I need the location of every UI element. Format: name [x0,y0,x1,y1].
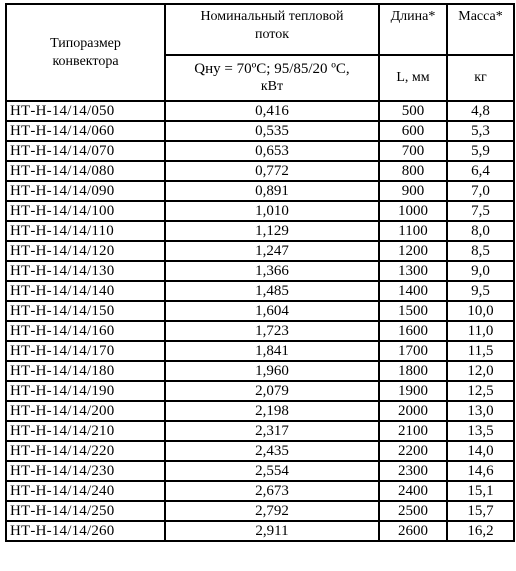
cell-mass: 7,0 [447,181,514,201]
table-body [6,101,514,541]
cell-power: 2,673 [165,481,379,501]
cell-power: 2,435 [165,441,379,461]
header-mass-unit: кг [447,55,514,101]
cell-length: 500 [379,101,447,121]
cell-mass: 5,3 [447,121,514,141]
header-power-cond-line1: Qну = 70ºС; 95/85/20 ºС, [194,61,350,77]
cell-power: 1,723 [165,321,379,341]
cell-length: 1400 [379,281,447,301]
cell-power: 2,554 [165,461,379,481]
cell-model: НТ-Н-14/14/150 [6,301,165,321]
cell-power: 1,485 [165,281,379,301]
table-row [6,161,514,181]
cell-model: НТ-Н-14/14/130 [6,261,165,281]
cell-model: НТ-Н-14/14/210 [6,421,165,441]
cell-length: 1100 [379,221,447,241]
cell-length: 600 [379,121,447,141]
cell-mass: 4,8 [447,101,514,121]
table-row [6,241,514,261]
cell-mass: 6,4 [447,161,514,181]
header-length: Длина* [379,4,447,55]
table-row [6,341,514,361]
cell-model: НТ-Н-14/14/050 [6,101,165,121]
cell-mass: 11,5 [447,341,514,361]
table-row [6,441,514,461]
cell-model: НТ-Н-14/14/160 [6,321,165,341]
cell-power: 2,198 [165,401,379,421]
convector-spec-table [5,3,515,542]
cell-model: НТ-Н-14/14/090 [6,181,165,201]
table-row [6,361,514,381]
cell-length: 2400 [379,481,447,501]
cell-power: 0,891 [165,181,379,201]
table-row [6,421,514,441]
cell-model: НТ-Н-14/14/110 [6,221,165,241]
cell-mass: 5,9 [447,141,514,161]
cell-model: НТ-Н-14/14/180 [6,361,165,381]
cell-power: 1,010 [165,201,379,221]
cell-power: 1,366 [165,261,379,281]
header-model-line2: конвектора [52,53,119,69]
cell-length: 2000 [379,401,447,421]
cell-power: 1,247 [165,241,379,261]
cell-model: НТ-Н-14/14/140 [6,281,165,301]
cell-model: НТ-Н-14/14/260 [6,521,165,541]
cell-model: НТ-Н-14/14/190 [6,381,165,401]
cell-length: 1900 [379,381,447,401]
cell-power: 0,653 [165,141,379,161]
header-power-conditions [165,55,379,101]
cell-model: НТ-Н-14/14/230 [6,461,165,481]
cell-power: 1,129 [165,221,379,241]
table-row [6,101,514,121]
cell-power: 0,535 [165,121,379,141]
cell-power: 0,772 [165,161,379,181]
cell-mass: 14,0 [447,441,514,461]
cell-model: НТ-Н-14/14/220 [6,441,165,461]
table-row [6,221,514,241]
cell-model: НТ-Н-14/14/170 [6,341,165,361]
cell-length: 1500 [379,301,447,321]
cell-model: НТ-Н-14/14/120 [6,241,165,261]
header-model [6,4,165,101]
cell-model: НТ-Н-14/14/250 [6,501,165,521]
cell-model: НТ-Н-14/14/200 [6,401,165,421]
cell-mass: 8,5 [447,241,514,261]
cell-mass: 11,0 [447,321,514,341]
cell-power: 2,317 [165,421,379,441]
cell-length: 1300 [379,261,447,281]
table-row [6,401,514,421]
cell-length: 2100 [379,421,447,441]
table-row [6,141,514,161]
cell-mass: 13,5 [447,421,514,441]
cell-mass: 13,0 [447,401,514,421]
header-mass: Масса* [447,4,514,55]
cell-model: НТ-Н-14/14/100 [6,201,165,221]
table-row [6,121,514,141]
cell-mass: 14,6 [447,461,514,481]
cell-power: 2,911 [165,521,379,541]
cell-mass: 12,0 [447,361,514,381]
table-row [6,181,514,201]
cell-mass: 8,0 [447,221,514,241]
cell-length: 2600 [379,521,447,541]
table-row [6,481,514,501]
cell-model: НТ-Н-14/14/060 [6,121,165,141]
cell-power: 2,792 [165,501,379,521]
cell-length: 700 [379,141,447,161]
cell-mass: 9,5 [447,281,514,301]
header-power-line2: поток [254,27,290,42]
header-length-unit: L, мм [379,55,447,101]
cell-length: 1000 [379,201,447,221]
table-row [6,261,514,281]
cell-mass: 7,5 [447,201,514,221]
header-power-line1: Номинальный тепловой [200,9,344,24]
table-row [6,461,514,481]
cell-length: 800 [379,161,447,181]
header-power [165,4,379,55]
cell-mass: 12,5 [447,381,514,401]
cell-length: 1600 [379,321,447,341]
cell-length: 2200 [379,441,447,461]
cell-power: 1,960 [165,361,379,381]
cell-model: НТ-Н-14/14/070 [6,141,165,161]
cell-length: 1200 [379,241,447,261]
cell-power: 0,416 [165,101,379,121]
cell-length: 1700 [379,341,447,361]
table-row [6,301,514,321]
cell-power: 1,841 [165,341,379,361]
cell-mass: 9,0 [447,261,514,281]
cell-length: 900 [379,181,447,201]
table-row [6,381,514,401]
cell-mass: 15,7 [447,501,514,521]
table-row [6,281,514,301]
header-model-line1: Типоразмер [50,35,121,51]
cell-model: НТ-Н-14/14/080 [6,161,165,181]
cell-power: 2,079 [165,381,379,401]
cell-length: 2500 [379,501,447,521]
table-row [6,321,514,341]
cell-power: 1,604 [165,301,379,321]
table-row [6,201,514,221]
table-row [6,521,514,541]
header-power-cond-line2: кВт [260,79,284,94]
table-row [6,501,514,521]
cell-mass: 16,2 [447,521,514,541]
cell-length: 1800 [379,361,447,381]
cell-model: НТ-Н-14/14/240 [6,481,165,501]
cell-mass: 15,1 [447,481,514,501]
cell-length: 2300 [379,461,447,481]
cell-mass: 10,0 [447,301,514,321]
